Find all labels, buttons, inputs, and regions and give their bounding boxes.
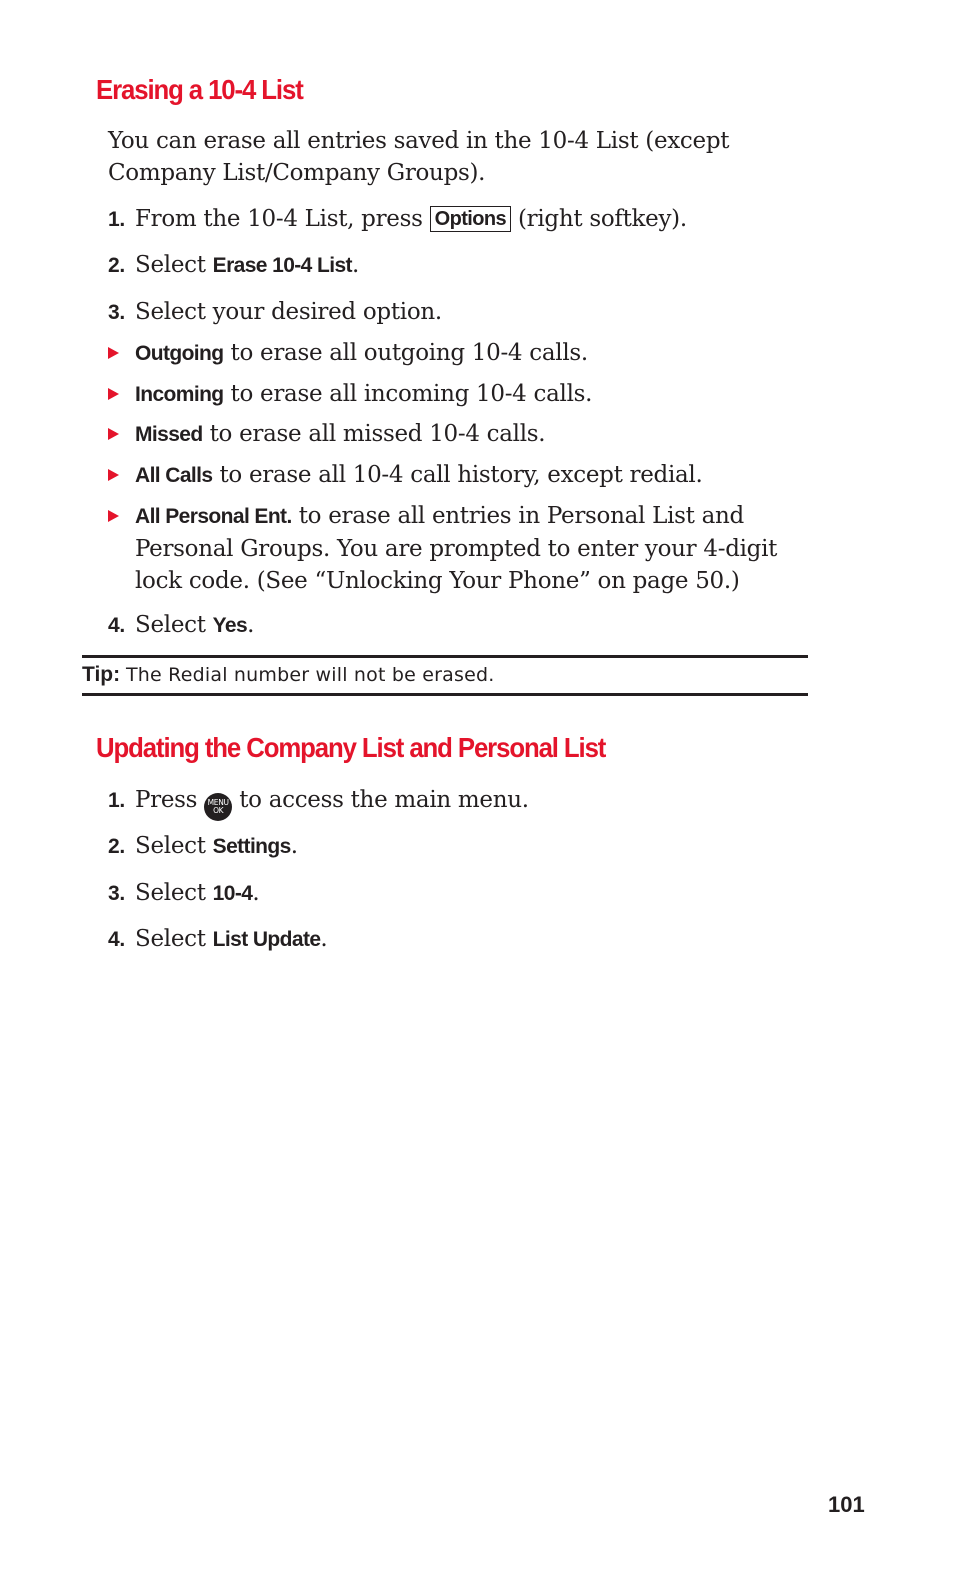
options-softkey: Options <box>430 206 511 232</box>
step-text: . <box>290 833 298 859</box>
step-text: to access the main menu. <box>232 787 529 813</box>
option-name: All Personal Ent. <box>135 505 292 528</box>
section-title-erasing: Erasing a 10-4 List <box>96 74 303 105</box>
step-text: Select your desired option. <box>135 299 442 325</box>
step-2 <box>108 249 828 282</box>
menu-option-name: Erase 10-4 List <box>212 254 352 277</box>
menu-option-name: Settings <box>212 835 291 858</box>
step-text: . <box>247 612 255 638</box>
step-1 <box>108 784 828 821</box>
step-text: Select <box>135 833 213 859</box>
step-number: 3. <box>108 882 125 905</box>
option-name: Outgoing <box>135 342 224 365</box>
step-number: 2. <box>108 254 125 277</box>
step-text: (right softkey). <box>511 206 687 232</box>
step-text: . <box>252 880 260 906</box>
step-text: Select <box>135 926 213 952</box>
option-description: to erase all incoming 10-4 calls. <box>223 381 593 407</box>
option-description: to erase all outgoing 10-4 calls. <box>223 340 588 366</box>
step-3 <box>108 296 828 329</box>
step-4 <box>108 609 828 642</box>
bullet-incoming <box>108 378 808 411</box>
tip-box <box>82 655 808 696</box>
bullet-arrow-icon <box>108 428 119 440</box>
intro-paragraph: You can erase all entries saved in the 10-4 List (except Company List/Company Groups). <box>108 128 730 186</box>
option-description: to erase all entries in Personal List and Personal Groups. You are prompted to enter your 4-digit lock code. (See “Unlocking Your Phone” on page 50.) <box>135 503 778 594</box>
step-number: 4. <box>108 614 125 637</box>
bullet-arrow-icon <box>108 469 119 481</box>
step-1 <box>108 203 828 236</box>
step-2 <box>108 830 828 863</box>
step-number: 1. <box>108 208 125 231</box>
bullet-arrow-icon <box>108 388 119 400</box>
bullet-all-calls <box>108 459 808 492</box>
step-4 <box>108 923 828 956</box>
section-title-updating: Updating the Company List and Personal List <box>96 732 606 763</box>
tip-label: Tip: <box>82 663 121 686</box>
bullet-arrow-icon <box>108 347 119 359</box>
bullet-outgoing <box>108 337 808 370</box>
option-name: All Calls <box>135 464 213 487</box>
step-text: . <box>351 252 359 278</box>
bullet-arrow-icon <box>108 510 119 522</box>
bullet-all-personal <box>108 500 808 597</box>
option-name: Missed <box>135 423 203 446</box>
step-number: 3. <box>108 301 125 324</box>
step-text: . <box>320 926 328 952</box>
step-text: From the 10-4 List, press <box>135 206 430 232</box>
option-description: to erase all missed 10-4 calls. <box>202 421 546 447</box>
page-number: 101 <box>828 1492 865 1517</box>
tip-text: The Redial number will not be erased. <box>126 664 495 686</box>
menu-option-name: 10-4 <box>212 882 253 905</box>
step-text: Select <box>135 252 213 278</box>
option-name: Incoming <box>135 383 224 406</box>
option-description: to erase all 10-4 call history, except redial. <box>212 462 703 488</box>
menu-ok-key-icon: MENU OK <box>204 793 232 821</box>
step-number: 1. <box>108 789 125 812</box>
menu-option-name: Yes <box>212 614 248 637</box>
step-number: 4. <box>108 928 125 951</box>
step-text: Select <box>135 880 213 906</box>
bullet-missed <box>108 418 808 451</box>
menu-option-name: List Update <box>212 928 321 951</box>
step-text: Select <box>135 612 213 638</box>
step-3 <box>108 877 828 910</box>
step-text: Press <box>135 787 205 813</box>
step-number: 2. <box>108 835 125 858</box>
